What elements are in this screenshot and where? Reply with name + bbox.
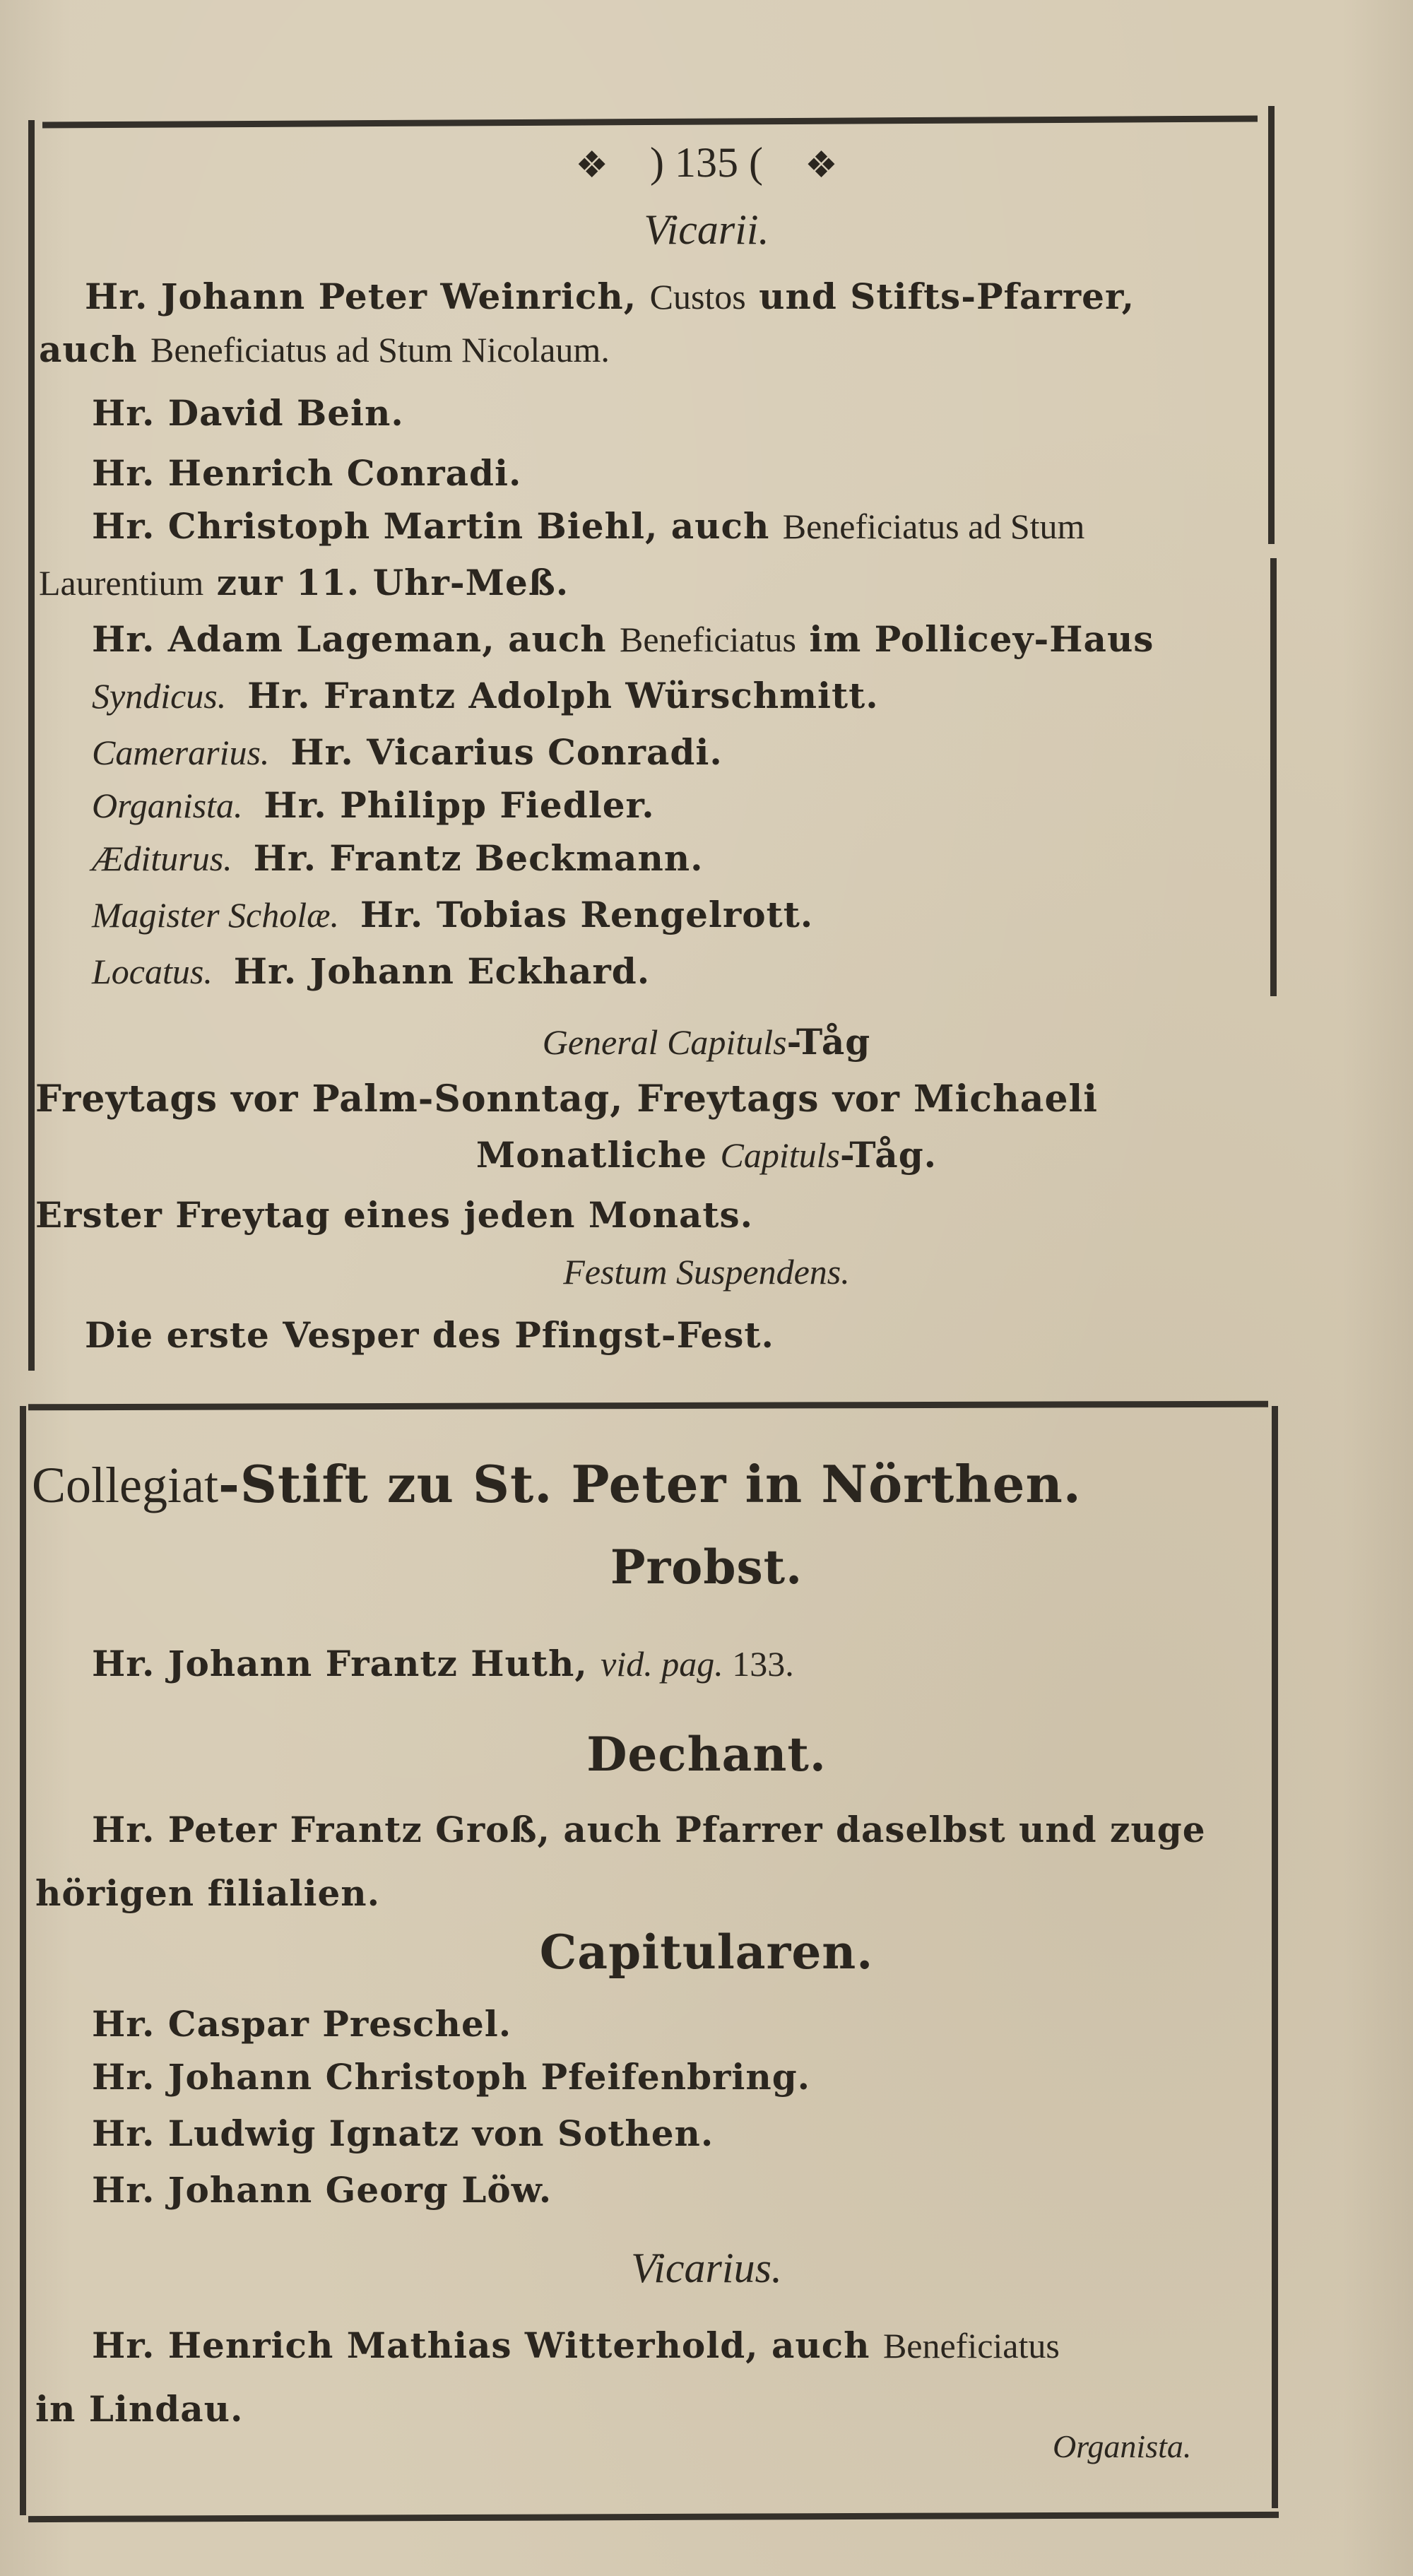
catchword: Organista.: [1053, 2428, 1192, 2464]
vicar-line-2: auch Beneficiatus ad Stum Nicolaum.: [39, 329, 610, 370]
probst-heading: Probst.: [610, 1540, 803, 1595]
office-locatus: Locatus. Hr. Johann Eckhard.: [92, 950, 651, 992]
capitular-1: Hr. Caspar Preschel.: [92, 2003, 512, 2045]
left-rule-upper: [28, 120, 35, 1371]
capitular-3: Hr. Ludwig Ignatz von Sothen.: [92, 2113, 714, 2154]
vicarius-heading: Vicarius.: [631, 2245, 782, 2291]
festum-heading: Festum Suspendens.: [563, 1252, 850, 1292]
general-capitul-days: Freytags vor Palm-Sonntag, Freytags vor Michaeli: [35, 1077, 1099, 1121]
page-header: [0, 139, 1413, 187]
page-number: ) 135 (: [650, 139, 763, 186]
vicar-line-6: Laurentium zur 11. Uhr-Meß.: [39, 562, 569, 603]
office-magister: Magister Scholæ. Hr. Tobias Rengelrott.: [92, 894, 814, 935]
ornament-left-icon: ❖: [575, 144, 608, 187]
vicar-line-3: Hr. David Bein.: [92, 392, 404, 434]
vicarii-heading: Vicarii.: [644, 206, 769, 253]
ornament-right-icon: ❖: [805, 144, 838, 187]
monthly-capitul-heading: Monatliche Capituls-Tåg.: [475, 1134, 938, 1176]
office-camerarius: Camerarius. Hr. Vicarius Conradi.: [92, 731, 723, 773]
right-rule-mid: [1270, 558, 1277, 996]
vicar-line-7: Hr. Adam Lageman, auch Beneficiatus im Pollicey-Haus: [92, 618, 1154, 660]
dechant-heading: Dechant.: [586, 1727, 827, 1782]
collegiat-title: Collegiat-Stift zu St. Peter in Nörthen.: [32, 1454, 1082, 1514]
capitular-4: Hr. Johann Georg Löw.: [92, 2169, 552, 2211]
office-syndicus: Syndicus. Hr. Frantz Adolph Würschmitt.: [92, 675, 879, 716]
office-organista: Organista. Hr. Philipp Fiedler.: [92, 784, 655, 826]
vicar-line-4: Hr. Henrich Conradi.: [92, 452, 522, 494]
dechant-line-1: Hr. Peter Frantz Groß, auch Pfarrer daselbst und zuge: [92, 1809, 1206, 1850]
vicarius-line-2: in Lindau.: [35, 2388, 244, 2430]
probst-line: Hr. Johann Frantz Huth, vid. pag. 133.: [92, 1643, 794, 1684]
vicar-line-5: Hr. Christoph Martin Biehl, auch Beneficiatus ad Stum: [92, 505, 1085, 547]
office-aeditutus: Æditurus. Hr. Frantz Beckmann.: [92, 837, 704, 879]
general-capitul-heading: General Capituls-Tåg: [542, 1021, 871, 1063]
capitularen-heading: Capitularen.: [539, 1925, 874, 1980]
capitular-2: Hr. Johann Christoph Pfeifenbring.: [92, 2056, 811, 2098]
vicarius-line-1: Hr. Henrich Mathias Witterhold, auch Beneficiatus: [92, 2324, 1060, 2366]
vicar-line-1: Hr. Johann Peter Weinrich, Custos und Stifts-Pfarrer,: [85, 276, 1135, 317]
festum-text: Die erste Vesper des Pfingst-Fest.: [85, 1314, 774, 1356]
dechant-line-2: hörigen filialien.: [35, 1872, 381, 1914]
monthly-capitul-days: Erster Freytag eines jeden Monats.: [35, 1194, 754, 1236]
